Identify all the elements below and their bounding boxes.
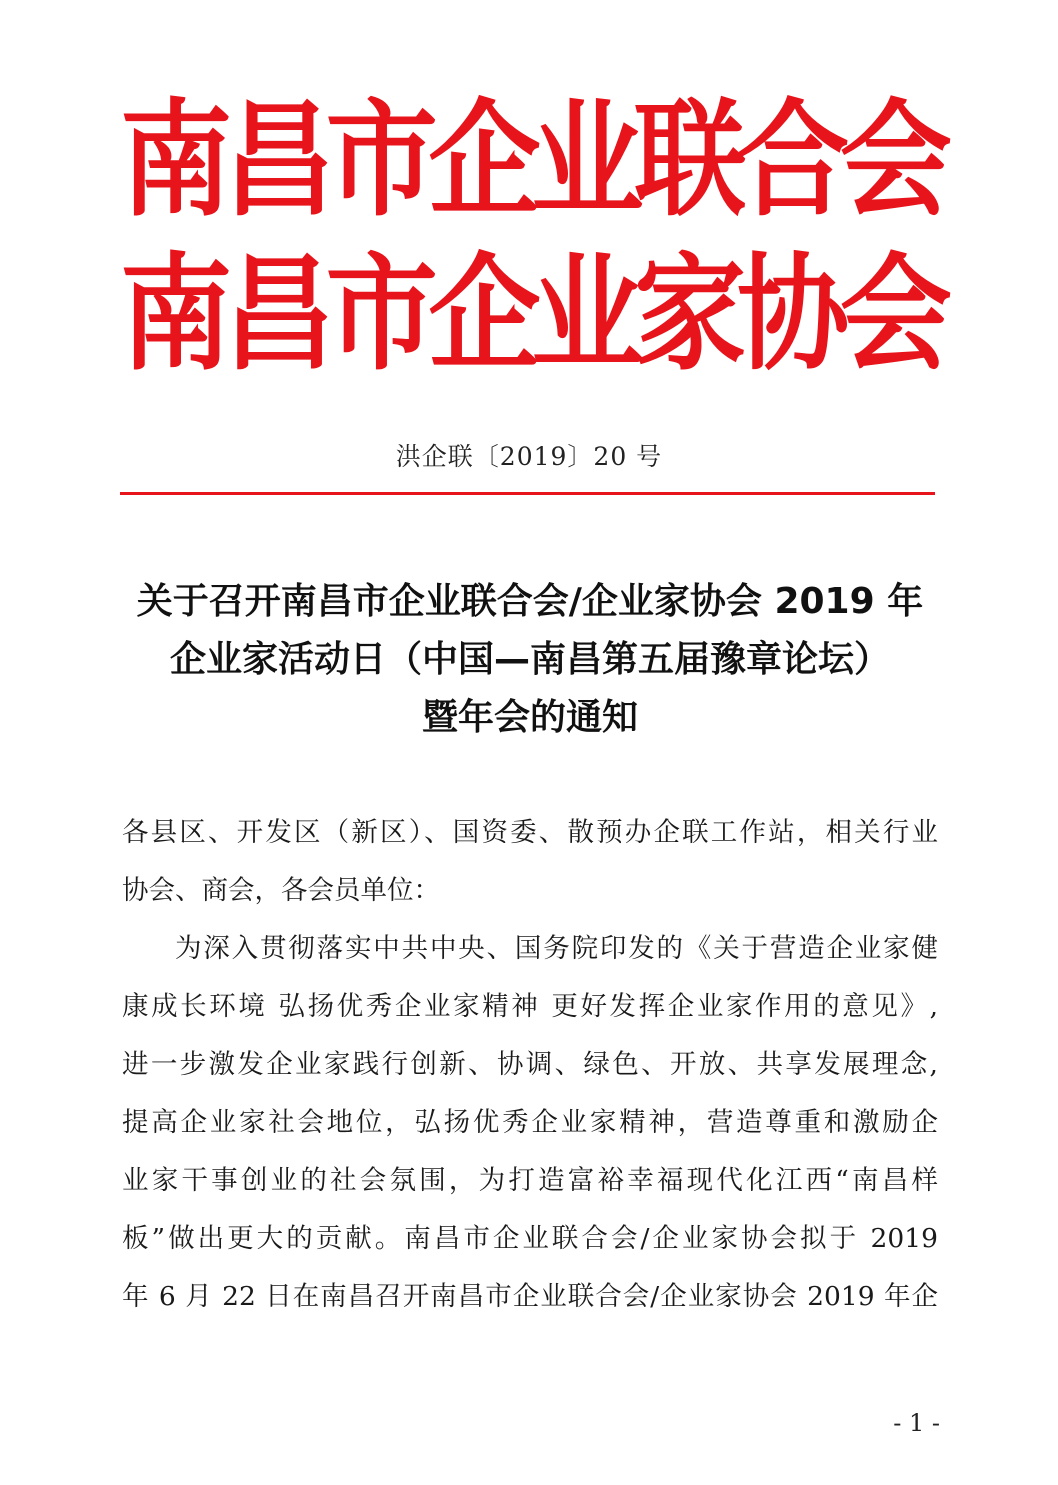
masthead-char: 业 bbox=[531, 86, 644, 234]
body-line: 板”做出更大的贡献。南昌市企业联合会/企业家协会拟于 2019 bbox=[122, 1223, 938, 1254]
masthead-char: 会 bbox=[839, 86, 952, 234]
body-line: 提高企业家社会地位，弘扬优秀企业家精神，营造尊重和激励企 bbox=[122, 1107, 938, 1138]
title-line: 企业家活动日（中国—南昌第五届豫章论坛） bbox=[169, 639, 890, 680]
title-line: 暨年会的通知 bbox=[421, 697, 638, 738]
page-number: - 1 - bbox=[893, 1409, 940, 1437]
masthead-char: 企 bbox=[428, 86, 541, 234]
masthead-line-1 bbox=[120, 86, 952, 234]
body-line: 年 6 月 22 日在南昌召开南昌市企业联合会/企业家协会 2019 年企 bbox=[122, 1281, 938, 1312]
document-number: 洪企联〔2019〕20 号 bbox=[395, 442, 663, 471]
masthead-char: 会 bbox=[839, 240, 952, 388]
masthead-char: 企 bbox=[428, 240, 541, 388]
body-line: 康成长环境 弘扬优秀企业家精神 更好发挥企业家作用的意见》, bbox=[122, 991, 938, 1022]
salutation bbox=[122, 804, 938, 920]
masthead-char: 业 bbox=[531, 240, 644, 388]
body-line: 进一步激发企业家践行创新、协调、绿色、开放、共享发展理念, bbox=[122, 1049, 938, 1080]
masthead-char: 合 bbox=[737, 86, 850, 234]
red-divider bbox=[120, 492, 935, 495]
masthead-char: 昌 bbox=[222, 240, 335, 388]
masthead-char: 市 bbox=[325, 86, 438, 234]
masthead-char: 协 bbox=[737, 240, 850, 388]
document-title bbox=[100, 573, 960, 747]
masthead-line-2 bbox=[120, 240, 952, 388]
masthead-char: 联 bbox=[634, 86, 747, 234]
body-line: 业家干事创业的社会氛围，为打造富裕幸福现代化江西“南昌样 bbox=[122, 1165, 938, 1196]
masthead-char: 市 bbox=[325, 240, 438, 388]
body-paragraph bbox=[122, 920, 938, 1326]
body-line: 为深入贯彻落实中共中央、国务院印发的《关于营造企业家健 bbox=[175, 933, 938, 964]
masthead-char: 昌 bbox=[222, 86, 335, 234]
title-line: 关于召开南昌市企业联合会/企业家协会 2019 年 bbox=[136, 581, 924, 622]
masthead-char: 家 bbox=[634, 240, 747, 388]
masthead-char: 南 bbox=[120, 240, 232, 388]
salutation-line: 协会、商会，各会员单位： bbox=[122, 875, 440, 906]
salutation-line: 各县区、开发区（新区）、国资委、散预办企联工作站，相关行业 bbox=[122, 817, 938, 848]
document-body bbox=[122, 804, 938, 1326]
masthead-char: 南 bbox=[120, 86, 232, 234]
